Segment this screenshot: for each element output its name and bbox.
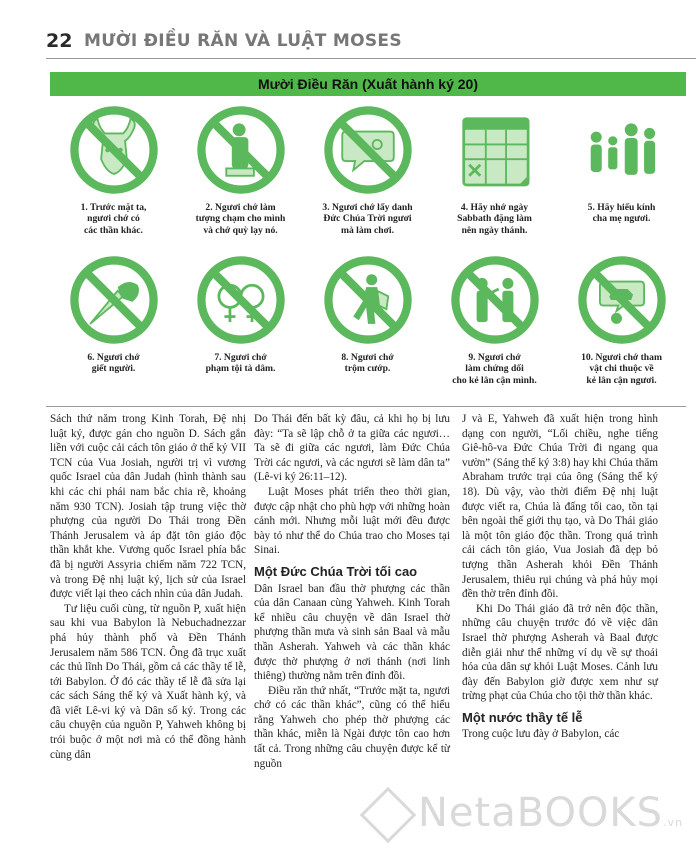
- commandment-caption: 9. Ngươi chớ làm chứng dối cho kẻ lân cận mình.: [452, 352, 537, 386]
- commandment-6: [50, 254, 177, 375]
- watermark: [368, 790, 683, 836]
- commandment-1: [50, 104, 177, 236]
- coveting-icon: [576, 254, 668, 346]
- section-rule: [46, 406, 686, 407]
- calendar-icon: [449, 104, 541, 196]
- paragraph: Khi Do Thái giáo đã trở nên độc thần, những câu chuyện trước đó về việc dân Israel thờ phượng Asherah và Baal được diễn giải như thể những ví dụ về sự thoái hóa của dân sự khỏi Luật Moses. Cảnh lưu đày đến Babylon giờ được xem như sự trừng phạt của Chúa cho tội thờ thần khác.: [462, 602, 658, 703]
- paragraph: Trong cuộc lưu đày ở Babylon, các: [462, 728, 620, 741]
- paragraph: Do Thái đến bất kỳ đâu, cả khi họ bị lưu đày: “Ta sẽ lập chỗ ở ta giữa các ngươi… Ta sẽ đi giữa các ngươi, làm Đức Chúa Trời các ngươi, và các ngươi sẽ làm dân ta” (Lê-vi ký 26:11–12).: [254, 413, 450, 484]
- speech-bubble-icon: [322, 104, 414, 196]
- commandment-9: [431, 254, 558, 386]
- knife-hand-icon: [68, 254, 160, 346]
- commandment-caption: 8. Ngươi chớ trộm cướp.: [341, 352, 394, 375]
- commandment-3: [304, 104, 431, 236]
- page-number: 22: [46, 30, 73, 52]
- commandment-4: [431, 104, 558, 236]
- paragraph: Điều răn thứ nhất, “Trước mặt ta, ngươi chớ có các thần khác”, cũng có thể hiểu rằng Yahweh cho phép thờ phượng các thần khác, miễn là Ngài được tôn cao hơn tất cả. Trong những câu chuyện được kể từ nguồn: [254, 684, 450, 770]
- commandment-caption: 5. Hãy hiếu kính cha mẹ ngươi.: [587, 202, 656, 225]
- commandment-caption: 4. Hãy nhớ ngày Sabbath đặng làm nên ngày thánh.: [457, 202, 532, 236]
- gender-symbols-icon: [195, 254, 287, 346]
- commandments-banner: Mười Điều Răn (Xuất hành ký 20): [50, 72, 686, 96]
- watermark-logo-icon: [360, 787, 417, 844]
- commandment-10: [558, 254, 685, 386]
- commandment-7: [177, 254, 304, 375]
- header-rule: [46, 58, 696, 59]
- page-header: [46, 30, 686, 60]
- commandment-2: [177, 104, 304, 236]
- commandment-caption: 6. Ngươi chớ giết người.: [87, 352, 140, 375]
- paragraph: Dân Israel ban đầu thờ phượng các thần của dân Canaan cùng Yahweh. Kinh Torah kể nhiều câu chuyện về dân Israel thờ phượng thần mưa và sinh sản Baal và mẫu thần Asherah. Yahweh và các thần khác được thờ phượng ở nơi thánh (nơi linh thiêng) thường nằm trên đỉnh đồi.: [254, 582, 450, 683]
- commandment-caption: 1. Trước mặt ta, ngươi chớ có các thần khác.: [80, 202, 147, 236]
- family-icon: [576, 104, 668, 196]
- text-column-2: [254, 412, 450, 771]
- section-heading: Một Đức Chúa Trời tối cao: [254, 563, 418, 579]
- watermark-brand: NetaBOOKS: [418, 790, 664, 836]
- commandment-caption: 2. Ngươi chớ làm tượng chạm cho mình và chớ quỳ lạy nó.: [195, 202, 286, 236]
- watermark-domain: .vn: [663, 816, 684, 829]
- bull-icon: [68, 104, 160, 196]
- paragraph: Luật Moses phát triển theo thời gian, được cập nhật cho phù hợp với những hoàn cảnh mới. Nhưng mỗi luật mới đều được bày tỏ như thể do Chúa trao cho Moses tại Sinai.: [254, 485, 450, 557]
- commandment-caption: 7. Ngươi chớ phạm tội tà dâm.: [205, 352, 276, 375]
- thief-icon: [322, 254, 414, 346]
- commandment-caption: 10. Ngươi chớ tham vật chi thuộc về kẻ lân cận ngươi.: [581, 352, 662, 386]
- paragraph: Sách thứ năm trong Kinh Torah, Đệ nhị luật ký, được gán cho nguồn D. Sách gắn liền với cuộc cải cách tôn giáo ở thế kỷ VII TCN của Vua Josiah, người trị vì vương quốc Israel của dân Judah (hình thành sau khi các chi phái nam bắc chia rẽ, khoảng năm 930 TCN). Josiah tập trung việc thờ phượng của người Do Thái trong Đền Thánh Jerusalem và áp đặt tôn giáo độc thần khắt khe. Vương quốc Israel phía bắc đã bị người Assyria chiếm năm 722 TCN, và trong Đệ nhị luật ký, lịch sử của Israel được viết lại theo cách nhìn của dân Judah.: [50, 413, 246, 601]
- commandment-5: [558, 104, 685, 225]
- commandment-8: [304, 254, 431, 375]
- false-witness-icon: [449, 254, 541, 346]
- commandment-caption: 3. Ngươi chớ lấy danh Đức Chúa Trời ngươi mà làm chơi.: [322, 202, 413, 236]
- text-column-3: [462, 412, 658, 742]
- section-heading: Một nước thầy tế lễ: [462, 709, 583, 725]
- paragraph: J và E, Yahweh đã xuất hiện trong hình dạng con người, “Lối chiều, nghe tiếng Giê-hô-va Đức Chúa Trời đi ngang qua vườn” (Sáng thế ký 3:8) hay khi Chúa thăm Abraham trước trại của ông (Sáng thế ký 18). Dù vậy, vào thời điểm Đệ nhị luật được viết ra, Chúa là đấng tối cao, tồn tại bên ngoài thế giới thụ tạo, và Do Thái giáo là một tôn giáo độc thần. Trong quá trình cải cách tôn giáo, Vua Josiah đã dẹp bỏ tượng thần Asherah khỏi Đền Thánh Jerusalem, thiêu rụi chúng và phá hủy mọi đền thờ trên đỉnh đồi.: [462, 413, 658, 601]
- text-column-1: [50, 412, 246, 762]
- paragraph: Tư liệu cuối cùng, từ nguồn P, xuất hiện sau khi vua Babylon là Nebuchadnezzar phá hủy thành phố và Đền Thánh Jerusalem năm 586 TCN. Ông đã trục xuất các thủ lĩnh Do Thái, gồm cả các thầy tế lễ, tới Babylon. Ở đó các thầy tế lễ đã sửa lại các sách Sáng thế ký và Xuất hành ký, và đã viết Lê-vi ký và Dân số ký. Trong các câu chuyện của nguồn P, Yahweh không bị trói buộc ở một nơi mà có thể đồng hành cùng dân: [50, 602, 246, 761]
- idol-statue-icon: [195, 104, 287, 196]
- running-title: MƯỜI ĐIỀU RĂN VÀ LUẬT MOSES: [84, 31, 402, 51]
